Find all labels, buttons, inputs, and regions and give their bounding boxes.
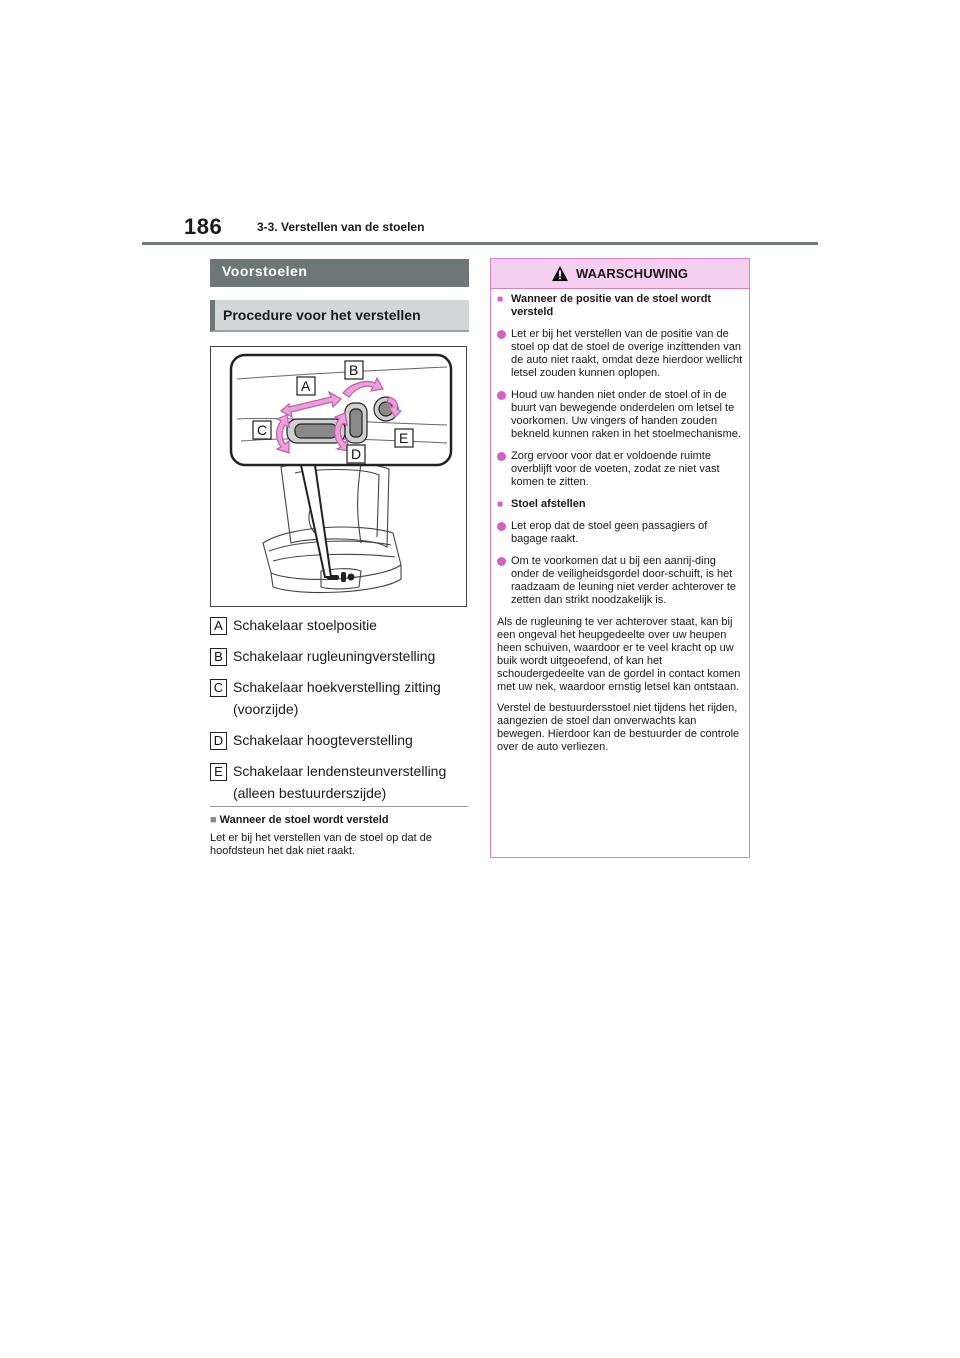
warning-content [491,289,749,754]
legend-line-2: (voorzijde) [233,701,299,717]
callout-c: C [257,422,268,438]
note-body: Let er bij het verstellen van de stoel op dat de hoofdsteun het dak niet raakt. [210,832,432,857]
legend-badge-c: C [210,679,227,697]
square-bullet-icon: ■ [497,499,504,510]
legend-badge-d: D [210,732,227,750]
warning-bullet-text: Let erop dat de stoel geen passagiers of bagage raakt. [511,520,708,545]
warning-label: WAARSCHUWING [576,266,688,281]
legend-line: Schakelaar lendensteunverstelling [233,763,447,779]
legend-text-b [233,645,435,667]
callout-e: E [399,430,409,446]
legend-line-2: (alleen bestuurderszijde) [233,785,387,801]
note-divider [210,806,468,807]
warning-heading-2 [497,498,743,511]
switch-legend [210,614,472,813]
warning-box [490,258,750,858]
seat-illustration [211,347,466,606]
warning-header [491,259,749,289]
legend-item-d [210,729,472,751]
warning-bullet [497,520,743,546]
warning-bullet [497,450,743,489]
warning-bullet [497,328,743,380]
legend-text-c [233,676,441,720]
legend-badge-b: B [210,648,227,666]
callout-d: D [351,446,362,462]
header-rule [142,242,818,245]
legend-line: Schakelaar rugleuningverstelling [233,648,436,664]
section-header: 3-3. Verstellen van de stoelen [257,220,425,234]
legend-text-d [233,729,413,751]
warning-bullet-text: Houd uw handen niet onder de stoel of in de buurt van bewegende onderdelen om letsel te voorkomen. Uw vingers of handen zouden bekneld kunnen raken in het stoelmechanisme. [511,389,741,440]
dot-bullet-icon [497,555,511,607]
warning-bullet-text: Let er bij het verstellen van de positie van de stoel op dat de stoel de overige inzittenden van de auto niet raakt, omdat deze hierdoor wellicht letsel zouden kunnen oplopen. [511,328,743,379]
legend-line: Schakelaar hoogteverstelling [233,732,413,748]
legend-item-e [210,760,472,804]
warning-paragraph: Verstel de bestuurdersstoel niet tijdens het rijden, aangezien de stoel dan onverwachts kan bewegen. Hierdoor kan de bestuurder de controle over de auto verliezen. [497,702,740,753]
warning-paragraph: Als de rugleuning te ver achterover staat, kan bij een ongeval het heupgedeelte over uw heupen heen schuiven, waardoor er te veel kracht op uw buik wordt uitgeoefend, of kan het schoudergedeelte van de gordel in contact komen met uw nek, waardoor ernstig letsel kan ontstaan. [497,616,741,693]
note-title [210,814,389,826]
legend-item-c [210,676,472,720]
legend-item-a [210,614,472,636]
dot-bullet-icon [497,520,511,546]
dot-bullet-icon [497,328,511,380]
legend-line: Schakelaar stoelpositie [233,617,377,633]
square-bullet-icon: ■ [210,814,217,826]
warning-bullet [497,389,743,441]
legend-text-e [233,760,446,804]
warning-heading-text: Stoel afstellen [511,498,586,510]
legend-badge-a: A [210,617,227,635]
callout-a: A [301,378,311,394]
page-number: 186 [184,214,223,239]
square-bullet-icon: ■ [497,294,504,305]
warning-bullet [497,555,743,607]
section-title: Voorstoelen [210,259,469,287]
legend-line: Schakelaar hoekverstelling zitting [233,679,441,695]
warning-bullet-text: Om te voorkomen dat u bij een aanrij-ding onder de veiligheidsgordel door-schuift, is het raadzaam de leuning niet verder achterover te zetten dan strikt noodzakelijk is. [511,555,737,606]
note-title-text: Wanneer de stoel wordt versteld [219,814,389,826]
legend-item-b [210,645,472,667]
subsection-title: Procedure voor het verstellen [210,300,469,332]
seat-switch-figure [210,346,467,607]
callout-b: B [349,362,359,378]
warning-heading-1 [497,293,743,319]
legend-badge-e: E [210,763,227,781]
dot-bullet-icon [497,450,511,489]
dot-bullet-icon [497,389,511,441]
warning-heading-text: Wanneer de positie van de stoel wordt versteld [511,293,712,318]
warning-triangle-icon [552,266,568,281]
warning-bullet-text: Zorg ervoor voor dat er voldoende ruimte overblijft voor de voeten, zodat ze niet vast komen te zitten. [511,450,720,488]
legend-text-a [233,614,377,636]
